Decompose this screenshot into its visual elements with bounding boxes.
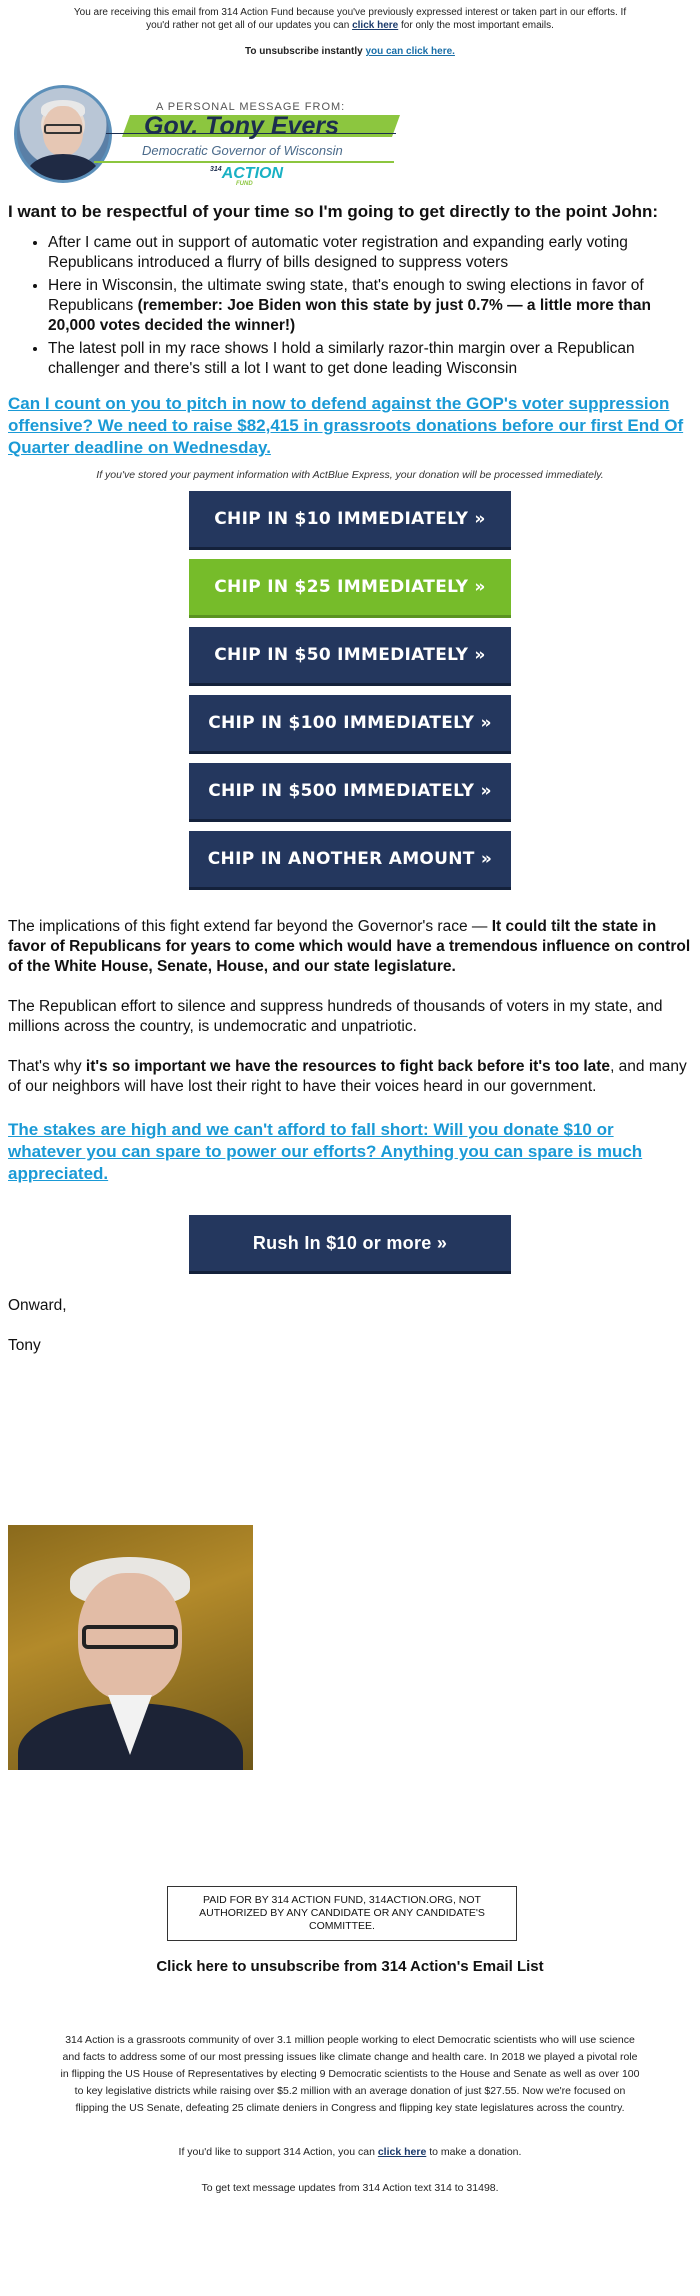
bullet-list [8, 233, 692, 379]
email-body [0, 201, 700, 1355]
resources-paragraph: That's why it's so important we have the resources to fight back before it's too late, and many of our neighbors will have lost their right to have their voices heard in our government. [8, 1058, 687, 1095]
chip-in-another-amount-button[interactable]: CHIP IN ANOTHER AMOUNT » [189, 831, 511, 887]
text-updates-line: To get text message updates from 314 Action text 314 to 31498. [201, 2182, 499, 2194]
list-item: • After I came out in support of automatic voter registration and expanding early voting Republicans introduced a flurry of bills designed to suppress voters [48, 233, 692, 273]
top-notice-text: You are receiving this email from 314 Action Fund because you've previously expressed interest or taken part in our efforts. If you'd rather not get all of our updates you can [73, 7, 627, 31]
list-item: • The latest poll in my race shows I hold a similarly razor-thin margin over a Republican challenger and there's still a lot I want to get done leading Wisconsin [48, 339, 692, 379]
header-banner [14, 85, 404, 185]
unsubscribe-text: To unsubscribe instantly [245, 46, 366, 57]
rush-in-button[interactable]: Rush In $10 or more » [189, 1215, 511, 1271]
support-line: If you'd like to support 314 Action, you can click here to make a donation. [178, 2146, 522, 2158]
click-here-link[interactable]: click here [352, 20, 399, 31]
314-action-fund-logo: $^{314}$ACTION FUND [210, 165, 284, 187]
donate-10-cta-link[interactable]: The stakes are high and we can't afford to fall short: Will you donate $10 or whatever you can spare to power our efforts? Anything you can spare is much appreciated. [8, 1120, 643, 1183]
message-from-label: A PERSONAL MESSAGE FROM: [156, 101, 346, 113]
chip-in-100-button[interactable]: CHIP IN $100 IMMEDIATELY » [189, 695, 511, 751]
chip-in-500-button[interactable]: CHIP IN $500 IMMEDIATELY » [189, 763, 511, 819]
top-notice [0, 0, 700, 32]
governor-avatar [14, 85, 112, 183]
about-314-action: 314 Action is a grassroots community of over 3.1 million people working to elect Democratic scientists who will use science and facts to address some of our most pressing issues like climate change and health care. In 2018 we played a pivotal role in flipping the US House of Representatives by electing 9 Democratic scientists to the House and Senate as well as over 100 to key legislative districts while raising over $5.2 million with an average donation of just $27.55. Now we're focused on flipping the US Senate, defeating 25 climate deniers in Congress and flipping key state legislatures across the country. [60, 2034, 640, 2114]
implications-paragraph: The implications of this fight extend far beyond the Governor's race — It could tilt the state in favor of Republicans for years to come which would have a tremendous influence on control of the White House, Senate, House, and our state legislature. [8, 918, 691, 975]
governor-photo [8, 1525, 253, 1770]
paid-for-disclaimer: PAID FOR BY 314 ACTION FUND, 314ACTION.ORG, NOT AUTHORIZED BY ANY CANDIDATE OR ANY CANDIDATE'S COMMITTEE. [167, 1886, 517, 1941]
support-click-here-link[interactable]: click here [377, 2146, 427, 2158]
governor-name: Gov. Tony Evers [144, 112, 339, 140]
actblue-note: If you've stored your payment information with ActBlue Express, your donation will be processed immediately. [96, 469, 604, 481]
chip-in-50-button[interactable]: CHIP IN $50 IMMEDIATELY » [189, 627, 511, 683]
unsubscribe-top [0, 46, 700, 57]
unsubscribe-link[interactable]: you can click here. [365, 46, 455, 57]
chip-in-25-button[interactable]: CHIP IN $25 IMMEDIATELY » [189, 559, 511, 615]
governor-subtitle: Democratic Governor of Wisconsin [142, 143, 343, 158]
footer-unsubscribe-link[interactable]: Click here to unsubscribe from 314 Action's Email List [156, 1958, 544, 1975]
signoff: Onward, [8, 1297, 67, 1314]
top-notice-text-after: for only the most important emails. [398, 20, 554, 31]
header-underline [94, 161, 394, 163]
signature: Tony [8, 1337, 41, 1354]
chip-in-10-button[interactable]: CHIP IN $10 IMMEDIATELY » [189, 491, 511, 547]
list-item: • Here in Wisconsin, the ultimate swing state, that's enough to swing elections in favor of Republicans (remember: Joe Biden won this state by just 0.7% — a little more than 20,000 votes decided the winner!) [48, 276, 692, 336]
lead-paragraph: I want to be respectful of your time so I'm going to get directly to the point John: [8, 202, 659, 221]
donate-cta-link[interactable]: Can I count on you to pitch in now to defend against the GOP's voter suppression offensive? We need to raise $82,415 in grassroots donations before our first End Of Quarter deadline on Wednesday. [8, 394, 684, 457]
suppression-paragraph: The Republican effort to silence and suppress hundreds of thousands of voters in my state, and millions across the country, is undemocratic and unpatriotic. [8, 998, 663, 1035]
